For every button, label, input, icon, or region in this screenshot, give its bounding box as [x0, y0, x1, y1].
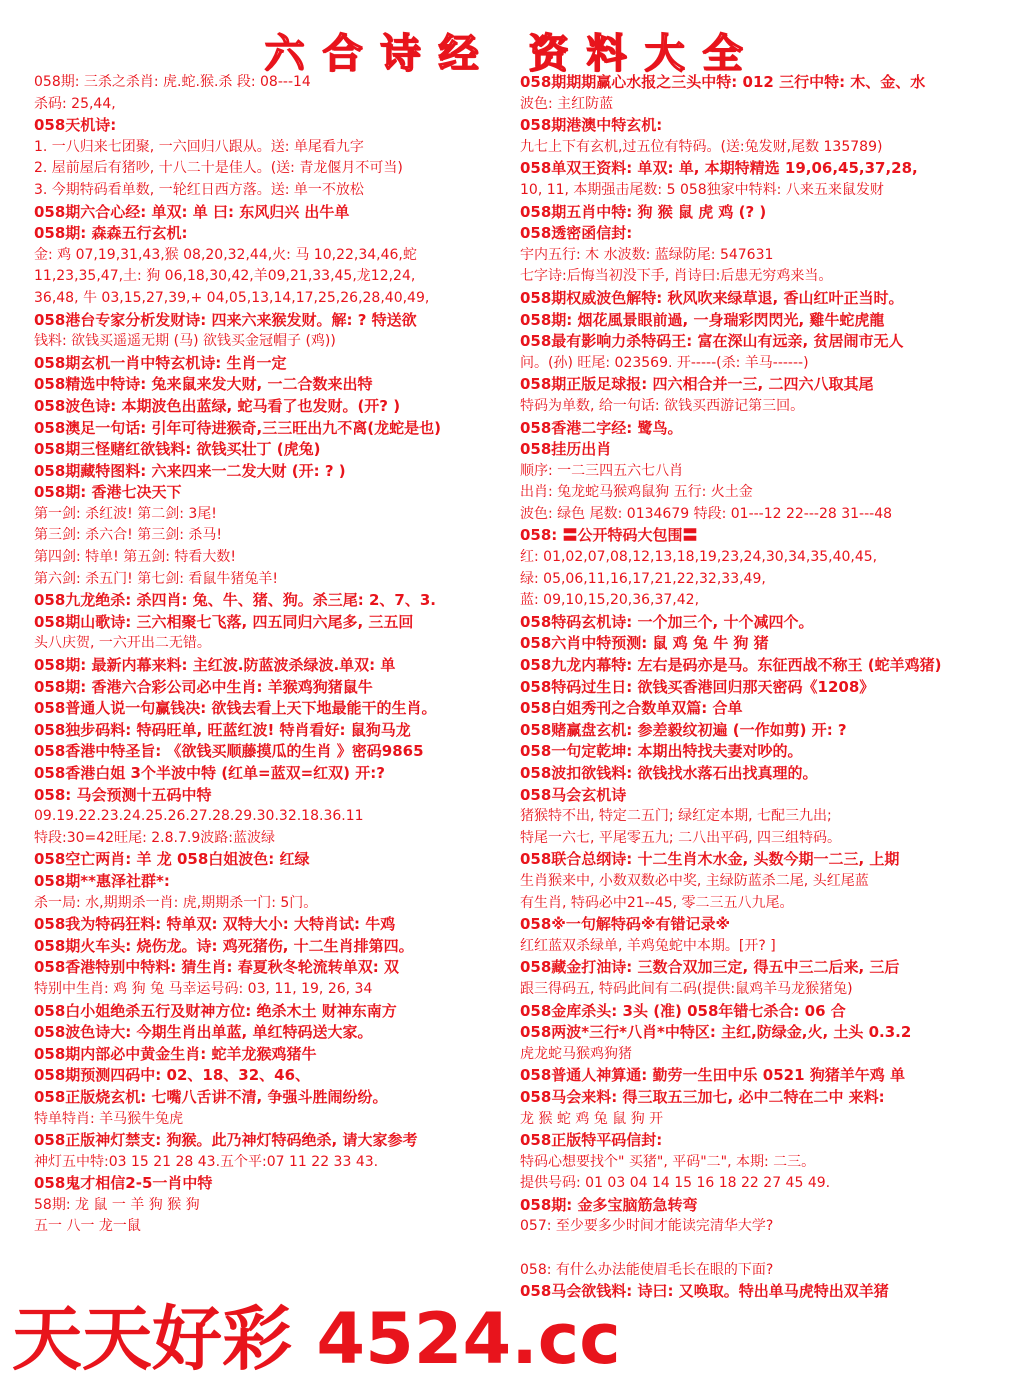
text-line: 058特码过生日: 欲钱买香港回归那天密码《1208》	[520, 677, 875, 696]
text-line: 红: 01,02,07,08,12,13,18,19,23,24,30,34,35,40,45,	[520, 549, 878, 566]
text-line: 058期火车头: 烧伤龙。诗: 鸡死猪伤, 十二生肖排第四。	[34, 936, 414, 955]
text-line: 058波色诗大: 今期生肖出单蓝, 单红特码送大家。	[34, 1023, 373, 1042]
text-line: 058空亡两肖: 羊 龙 058白姐波色: 红绿	[34, 850, 310, 869]
text-line: 五一 八一 龙一鼠	[34, 1218, 141, 1235]
text-line: 058: 马会预测十五码中特	[34, 785, 212, 804]
text-line: 058期六合心经: 单双: 单 曰: 东风归兴 出牛单	[34, 202, 350, 221]
right-column	[520, 72, 1000, 1303]
text-line: 058天机诗:	[34, 116, 117, 135]
text-line: 杀一局: 水,期期杀一肖: 虎,期期杀一门: 5门。	[34, 894, 318, 911]
text-line: 058期内部必中黄金生肖: 蛇羊龙猴鸡猪牛	[34, 1044, 317, 1063]
text-line: 红红蓝双杀绿单, 羊鸡兔蛇中本期。[开? ]	[520, 937, 776, 954]
text-line: 058一句定乾坤: 本期出特找夫妻对吵的。	[520, 742, 803, 761]
text-line: 058透密函信封:	[520, 224, 633, 243]
text-line: 头八庆贺, 一六开出二无错。	[34, 635, 211, 652]
text-line: 058期港澳中特玄机:	[520, 116, 663, 135]
text-line: 058期三怪赌红欲钱料: 欲钱买壮丁 (虎兔)	[34, 440, 321, 459]
text-line: 特尾一六七, 平尾零五九; 二八出平码, 四三组特码。	[520, 829, 841, 846]
text-line: 钱料: 欲钱买遥遥无期 (马) 欲钱买金冠帽子 (鸡))	[34, 333, 336, 350]
text-line: 猪猴特不出, 特定二五门; 绿红定本期, 七配三九出;	[520, 808, 832, 825]
text-line: 058联合总纲诗: 十二生肖木水金, 头数今期一二三, 上期	[520, 850, 900, 869]
text-line: 058鬼才相信2-5一肖中特	[34, 1174, 213, 1193]
text-line: 058期: 香港七决天下	[34, 483, 182, 502]
text-line: 058期: 烟花風景眼前過, 一身瑞彩閃閃光, 雞牛蛇虎龍	[520, 310, 885, 329]
text-line	[520, 1238, 1000, 1260]
text-line: 058期正版足球报: 四六相合并一三, 二四六八取其尾	[520, 375, 874, 394]
text-line: 058正版神灯禁支: 狗猴。此乃神灯特码绝杀, 请大家参考	[34, 1131, 418, 1150]
text-line: 058: 〓公开特码大包围〓	[520, 526, 698, 545]
text-line: 058最有影响力杀特码王: 富在深山有远亲, 贫居闹市无人	[520, 332, 904, 351]
text-line: 058马会来料: 得三取五三加七, 必中二特在二中 来料:	[520, 1087, 885, 1106]
text-line: 058精选中特诗: 兔来鼠来发大财, 一二合数来出特	[34, 375, 373, 394]
text-line: 11,23,35,47,土: 狗 06,18,30,42,羊09,21,33,45,龙12,24,	[34, 268, 416, 285]
text-line: 出肖: 兔龙蛇马猴鸡鼠狗 五行: 火土金	[520, 484, 753, 501]
text-line: 058期玄机一肖中特玄机诗: 生肖一定	[34, 353, 287, 372]
text-line: 蓝: 09,10,15,20,36,37,42,	[520, 592, 700, 609]
site-watermark: 天天好彩 4524.cc	[12, 1298, 621, 1380]
text-line: 058波扣欲钱料: 欲钱找水落石出找真理的。	[520, 764, 818, 782]
text-line: 058白小姐绝杀五行及财神方位: 绝杀木土 财神东南方	[34, 1001, 397, 1020]
text-line: 顺序: 一二三四五六七八肖	[520, 462, 684, 479]
text-line: 特码为单数, 给一句话: 欲钱买西游记第三回。	[520, 397, 805, 414]
text-line: 058期: 森森五行玄机:	[34, 224, 188, 243]
text-line: 058期藏特图料: 六来四来一二发大财 (开: ? )	[34, 461, 346, 480]
text-line: 绿: 05,06,11,16,17,21,22,32,33,49,	[520, 570, 766, 587]
text-line: 058六肖中特预测: 鼠 鸡 兔 牛 狗 猪	[520, 634, 769, 653]
text-line: 058香港特别中特料: 猜生肖: 春夏秋冬轮流转单双: 双	[34, 958, 399, 977]
text-line: 058香港白姐 3个半波中特 (红单=蓝双=红双) 开:?	[34, 764, 385, 782]
text-line: 058单双王资料: 单双: 单, 本期特精选 19,06,45,37,28,	[520, 159, 918, 178]
text-line: 杀码: 25,44,	[34, 95, 116, 112]
text-line: 058波色诗: 本期波色出蓝绿, 蛇马看了也发财。(开? )	[34, 396, 401, 415]
text-line: 058期: 最新内幕来料: 主红波.防蓝波杀绿波.单双: 单	[34, 656, 396, 675]
text-line: 神灯五中特:03 15 21 28 43.五个平:07 11 22 33 43.	[34, 1153, 379, 1170]
text-line: 问。(孙) 旺尾: 023569. 开-----(杀: 羊马------)	[520, 354, 809, 371]
text-line: 3. 今期特码看单数, 一轮红日西方落。送: 单一不放松	[34, 181, 364, 198]
text-line: 058期**惠泽社群*:	[34, 871, 170, 890]
text-line: 龙 猴 蛇 鸡 兔 鼠 狗 开	[520, 1110, 664, 1127]
text-line: 058赌赢盘玄机: 参差毅纹初遍 (一作如剪) 开: ?	[520, 720, 847, 739]
text-line: 058期期期赢心水报之三头中特: 012 三行中特: 木、金、水	[520, 73, 926, 91]
text-line: 058期: 金多宝脑筋急转弯	[520, 1195, 698, 1214]
text-line: 058: 有什么办法能使眉毛长在眼的下面?	[520, 1261, 774, 1278]
text-line: 058期预测四码中: 02、18、32、46、	[34, 1066, 311, 1085]
text-line: 058期: 三杀之杀肖: 虎.蛇.猴.杀 段: 08---14	[34, 74, 311, 90]
text-line: 虎龙蛇马猴鸡狗猪	[520, 1045, 632, 1062]
text-line: 特单特肖: 羊马猴牛兔虎	[34, 1110, 184, 1127]
text-line: 058马会欲钱料: 诗曰: 又唤取。特出单马虎特出双羊猪	[520, 1282, 889, 1301]
text-line: 058白姐秀刊之合数单双篇: 合单	[520, 699, 743, 718]
text-line: 提供号码: 01 03 04 14 15 16 18 22 27 45 49.	[520, 1175, 831, 1192]
text-line: 058期: 香港六合彩公司必中生肖: 羊猴鸡狗猪鼠牛	[34, 677, 373, 696]
text-line: 058两波*三行*八肖*中特区: 主红,防绿金,火, 土头 0.3.2	[520, 1023, 912, 1042]
text-line: 特别中生肖: 鸡 狗 兔 马幸运号码: 03, 11, 19, 26, 34	[34, 980, 373, 997]
text-line: 058普通人神算通: 勤劳一生田中乐 0521 狗猪羊午鸡 单	[520, 1066, 905, 1085]
text-line: 第四剑: 特单! 第五剑: 特看大数!	[34, 549, 237, 566]
text-line: 058香港二字经: 鹭鸟。	[520, 418, 683, 437]
text-line: 36,48, 牛 03,15,27,39,+ 04,05,13,14,17,25,26,28,40,49,	[34, 289, 430, 306]
page-title: 六合诗经 资料大全	[264, 31, 761, 77]
text-line: 058港台专家分析发财诗: 四来六来猴发财。解: ? 特送欲	[34, 310, 417, 329]
text-line: 058马会玄机诗	[520, 785, 627, 804]
text-line: 10, 11, 本期强击尾数: 5 058独家中特料: 八来五来鼠发财	[520, 181, 884, 198]
text-line: 09.19.22.23.24.25.26.27.28.29.30.32.18.36.11	[34, 808, 364, 825]
left-column	[34, 72, 514, 1238]
text-line: 宇内五行: 木 水波数: 蓝绿防尾: 547631	[520, 246, 774, 263]
text-line: 波色: 绿色 尾数: 0134679 特段: 01---12 22---28 31---48	[520, 505, 893, 522]
text-line: 058正版特平码信封:	[520, 1131, 663, 1150]
text-line: 058期五肖中特: 狗 猴 鼠 虎 鸡 (? )	[520, 202, 767, 221]
text-line: 1. 一八归来七团聚, 一六回归八跟从。送: 单尾看九字	[34, 138, 364, 155]
text-line: 058独步码料: 特码旺单, 旺蓝红波! 特肖看好: 鼠狗马龙	[34, 720, 411, 739]
text-line: 058正版烧玄机: 七嘴八舌讲不清, 争强斗胜闹纷纷。	[34, 1087, 388, 1106]
text-line: 058特码玄机诗: 一个加三个, 十个减四个。	[520, 612, 814, 631]
text-line: 特段:30=42旺尾: 2.8.7.9波路:蓝波绿	[34, 829, 275, 846]
text-line: 第六剑: 杀五门! 第七剑: 看鼠牛猪兔羊!	[34, 570, 279, 587]
text-line: 生肖猴来中, 小数双数必中奖, 主绿防蓝杀二尾, 头红尾蓝	[520, 872, 869, 889]
text-line: 058期山歌诗: 三六相聚七飞落, 四五同归六尾多, 三五回	[34, 612, 414, 631]
text-line: 有生肖, 特码必中21--45, 零二三五八九尾。	[520, 894, 794, 911]
text-line: 七字诗:后悔当初没下手, 肖诗曰:后患无穷鸡来当。	[520, 268, 833, 285]
text-line: 058我为特码狂料: 特单双: 双特大小: 大特肖试: 牛鸡	[34, 915, 396, 934]
text-line: 跟三得码五, 特码此间有二码(提供:鼠鸡羊马龙猴猪兔)	[520, 980, 853, 997]
text-line: 058九龙绝杀: 杀四肖: 兔、牛、猪、狗。杀三尾: 2、7、3.	[34, 591, 436, 610]
text-line: 058金库杀头: 3头 (准) 058年错七杀合: 06 合	[520, 1001, 846, 1020]
text-line: 058香港中特圣旨: 《欲钱买顺藤摸瓜的生肖 》密码9865	[34, 742, 424, 761]
text-line: 058期权威波色解特: 秋风吹来绿草退, 香山红叶正当时。	[520, 288, 904, 307]
text-line: 058澳足一句话: 引年可待进猴奇,三三旺出九不离(龙蛇是也)	[34, 418, 441, 437]
text-line: 058挂历出肖	[520, 440, 612, 459]
text-line: 特码心想要找个" 买猪", 平码"二", 本期: 二三。	[520, 1153, 816, 1170]
text-line: 波色: 主红防蓝	[520, 95, 614, 112]
text-line: 58期: 龙 鼠 一 羊 狗 猴 狗	[34, 1196, 200, 1213]
text-line: 058藏金打油诗: 三数合双加三定, 得五中三二后来, 三后	[520, 958, 900, 977]
text-line: 058※一句解特码※有错记录※	[520, 915, 731, 934]
text-line: 058普通人说一句赢钱决: 欲钱去看上天下地最能干的生肖。	[34, 699, 437, 718]
text-line: 058九龙内幕特: 左右是码亦是马。东征西战不称王 (蛇羊鸡猪)	[520, 656, 942, 675]
text-line: 057: 至少要多少时间才能读完清华大学?	[520, 1218, 774, 1235]
text-line: 2. 屋前屋后有猪吵, 十八二十是佳人。(送: 青龙偃月不可当)	[34, 160, 403, 177]
text-line: 第三剑: 杀六合! 第三剑: 杀马!	[34, 527, 223, 544]
text-line: 九七上下有玄机,过五位有特码。(送:兔发财,尾数 135789)	[520, 138, 883, 155]
text-line: 第一剑: 杀红波! 第二剑: 3尾!	[34, 505, 217, 522]
text-line: 金: 鸡 07,19,31,43,猴 08,20,32,44,火: 马 10,22,34,46,蛇	[34, 246, 417, 263]
